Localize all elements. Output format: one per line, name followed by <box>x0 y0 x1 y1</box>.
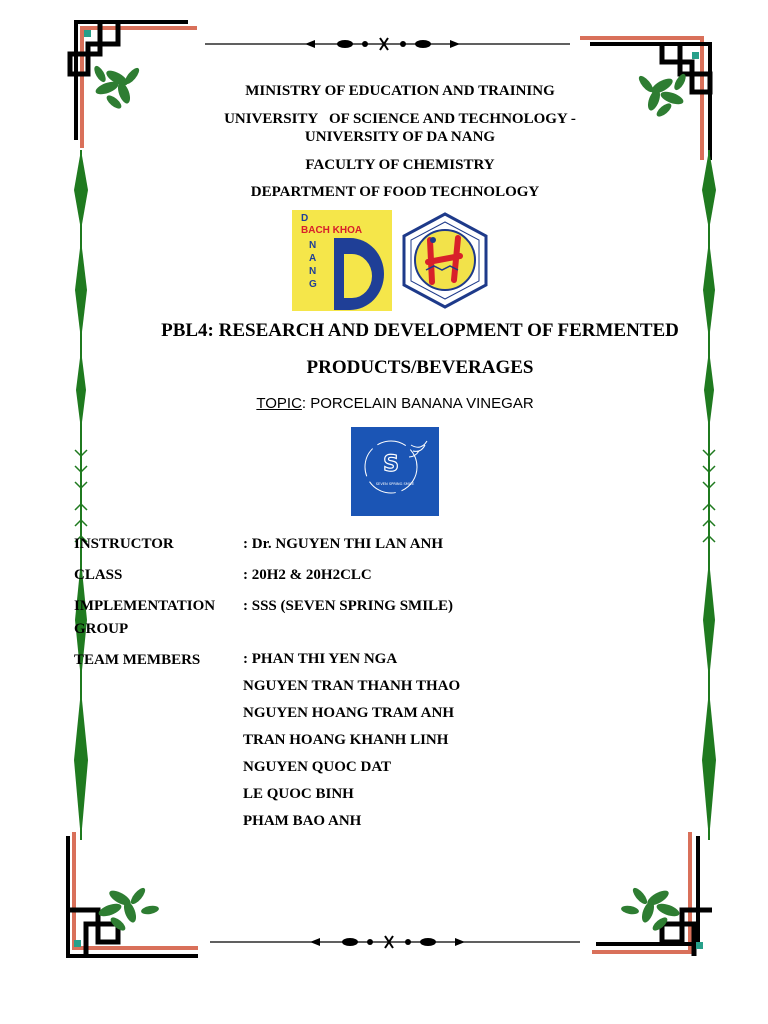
bachkhoa-letter-n2: N <box>309 266 317 277</box>
sss-logo-caption: SEVEN SPRING SMILE <box>375 482 415 486</box>
team-member: : PHAN THI YEN NGA <box>243 651 398 667</box>
university-line-1: UNIVERSITY OF SCIENCE AND TECHNOLOGY - <box>224 111 576 127</box>
team-member: NGUYEN TRAN THANH THAO <box>243 678 461 694</box>
bachkhoa-letter-n: N <box>309 240 317 251</box>
bottom-ornamental-rule <box>210 932 580 952</box>
right-vine-border <box>698 150 720 840</box>
bachkhoa-logo <box>292 210 392 311</box>
team-member: LE QUOC BINH <box>243 786 354 802</box>
department-heading: DEPARTMENT OF FOOD TECHNOLOGY <box>250 184 540 200</box>
top-ornamental-rule <box>205 34 570 54</box>
corner-ornament-bottom-right <box>582 832 722 972</box>
corner-ornament-top-right <box>580 30 720 170</box>
instructor-label: INSTRUCTOR <box>74 536 174 552</box>
group-label: IMPLEMENTATION GROUP <box>74 598 216 637</box>
instructor-value: : Dr. NGUYEN THI LAN ANH <box>243 536 444 552</box>
sss-team-logo <box>351 427 439 516</box>
svg-text:S: S <box>383 452 399 477</box>
corner-ornament-bottom-left <box>58 832 198 972</box>
university-heading <box>200 110 600 146</box>
topic-value: : PORCELAIN BANANA VINEGAR <box>301 395 534 412</box>
ministry-heading: MINISTRY OF EDUCATION AND TRAINING <box>245 83 555 99</box>
team-member: PHAM BAO ANH <box>243 813 362 829</box>
left-vine-border <box>70 150 92 840</box>
team-members-label: TEAM MEMBERS <box>74 652 201 668</box>
course-title-line-1: PBL4: RESEARCH AND DEVELOPMENT OF FERMENTED <box>161 320 679 341</box>
team-member: TRAN HOANG KHANH LINH <box>243 732 449 748</box>
course-title-line-2: PRODUCTS/BEVERAGES <box>306 357 534 378</box>
faculty-heading: FACULTY OF CHEMISTRY <box>305 157 495 173</box>
topic-line <box>170 395 620 412</box>
chemistry-faculty-logo <box>398 210 493 311</box>
topic-label: TOPIC <box>256 395 302 412</box>
bachkhoa-letter-a: A <box>309 253 317 264</box>
class-label: CLASS <box>74 567 123 583</box>
class-value: : 20H2 & 20H2CLC <box>243 567 372 583</box>
bachkhoa-letter-g: G <box>309 279 317 290</box>
corner-ornament-top-left <box>62 18 202 158</box>
university-line-2: UNIVERSITY OF DA NANG <box>304 129 496 145</box>
group-value: : SSS (SEVEN SPRING SMILE) <box>243 598 454 614</box>
team-member: NGUYEN HOANG TRAM ANH <box>243 705 454 721</box>
bachkhoa-letter-d: D <box>301 213 309 224</box>
team-member: NGUYEN QUOC DAT <box>243 759 392 775</box>
bachkhoa-logo-name: BACH KHOA <box>301 225 363 236</box>
